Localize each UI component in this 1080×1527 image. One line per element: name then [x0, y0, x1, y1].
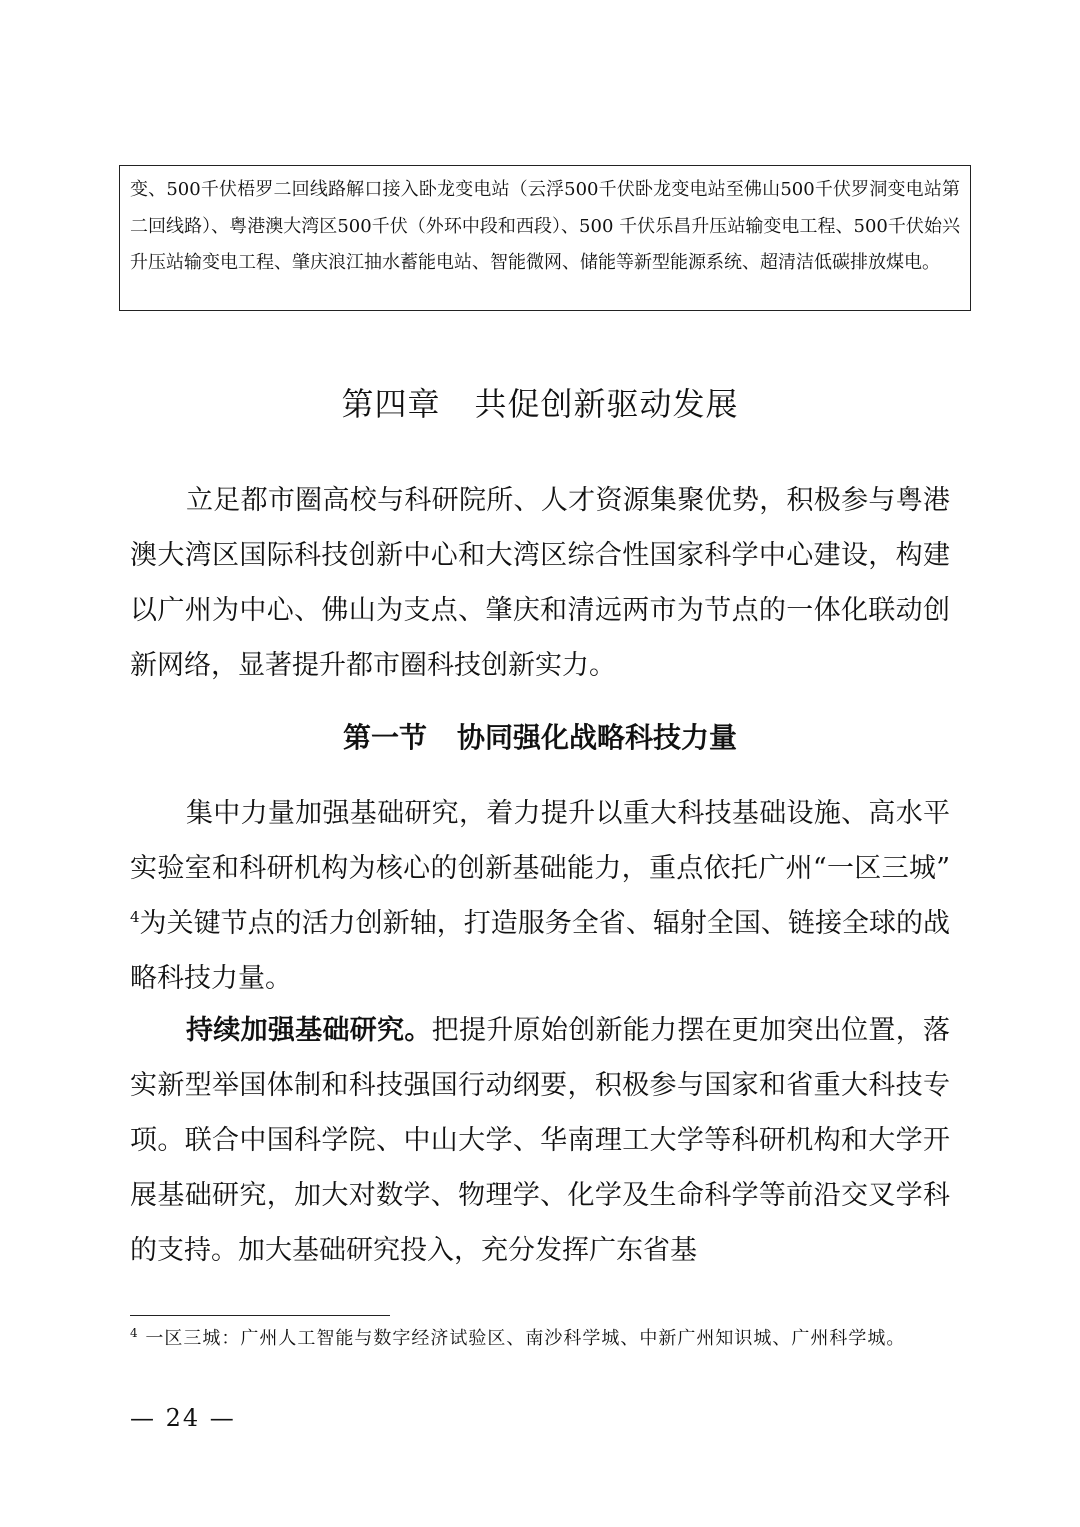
footnote [130, 1324, 950, 1354]
intro-paragraph: 立足都市圈高校与科研院所、人才资源集聚优势，积极参与粤港澳大湾区国际科技创新中心和大湾区综合性国家科学中心建设，构建以广州为中心、佛山为支点、肇庆和清远两市为节点的一体化联动创新网络，显著提升都市圈科技创新实力。 [130, 485, 950, 681]
research-paragraph [130, 1003, 950, 1278]
page-number: — 24 — [130, 1404, 236, 1432]
footnote-divider [130, 1315, 390, 1316]
section-paragraph-text-2: 为关键节点的活力创新轴，打造服务全省、辐射全国、链接全球的战略科技力量。 [130, 908, 950, 994]
chapter-title [0, 380, 1080, 428]
section-number: 第一节 [342, 721, 427, 754]
section-name: 协同强化战略科技力量 [457, 721, 738, 754]
chapter-number: 第四章 [341, 385, 441, 423]
footnote-reference: 4 [130, 908, 140, 926]
footnote-text: 一区三城：广州人工智能与数字经济试验区、南沙科学城、中新广州知识城、广州科学城。 [138, 1328, 906, 1349]
research-body: 把提升原始创新能力摆在更加突出位置，落实新型举国体制和科技强国行动纲要，积极参与国家和省重大科技专项。联合中国科学院、中山大学、华南理工大学等科研机构和大学开展基础研究，加大对数学、物理学、化学及生命科学等前沿交叉学科的支持。加大基础研究投入，充分发挥广东省基 [130, 1015, 951, 1266]
section-paragraph [130, 786, 950, 1006]
boxed-note [119, 165, 971, 311]
boxed-note-text: 变、500千伏梧罗二回线路解口接入卧龙变电站（云浮500千伏卧龙变电站至佛山500千伏罗洞变电站第二回线路）、粤港澳大湾区500千伏（外环中段和西段）、500 千伏乐昌升压站输变电工程、500千伏始兴升压站输变电工程、肇庆浪江抽水蓄能电站、智能微网、储能等新型能源系统、超清洁低碳排放煤电。 [130, 179, 960, 273]
chapter-name: 共促创新驱动发展 [474, 385, 739, 423]
footnote-mark: 4 [130, 1326, 139, 1340]
section-paragraph-text-1: 集中力量加强基础研究，着力提升以重大科技基础设施、高水平实验室和科研机构为核心的创新基础能力，重点依托广州“一区三城” [130, 798, 950, 884]
research-lead: 持续加强基础研究。 [186, 1015, 432, 1046]
section-title [0, 716, 1080, 760]
